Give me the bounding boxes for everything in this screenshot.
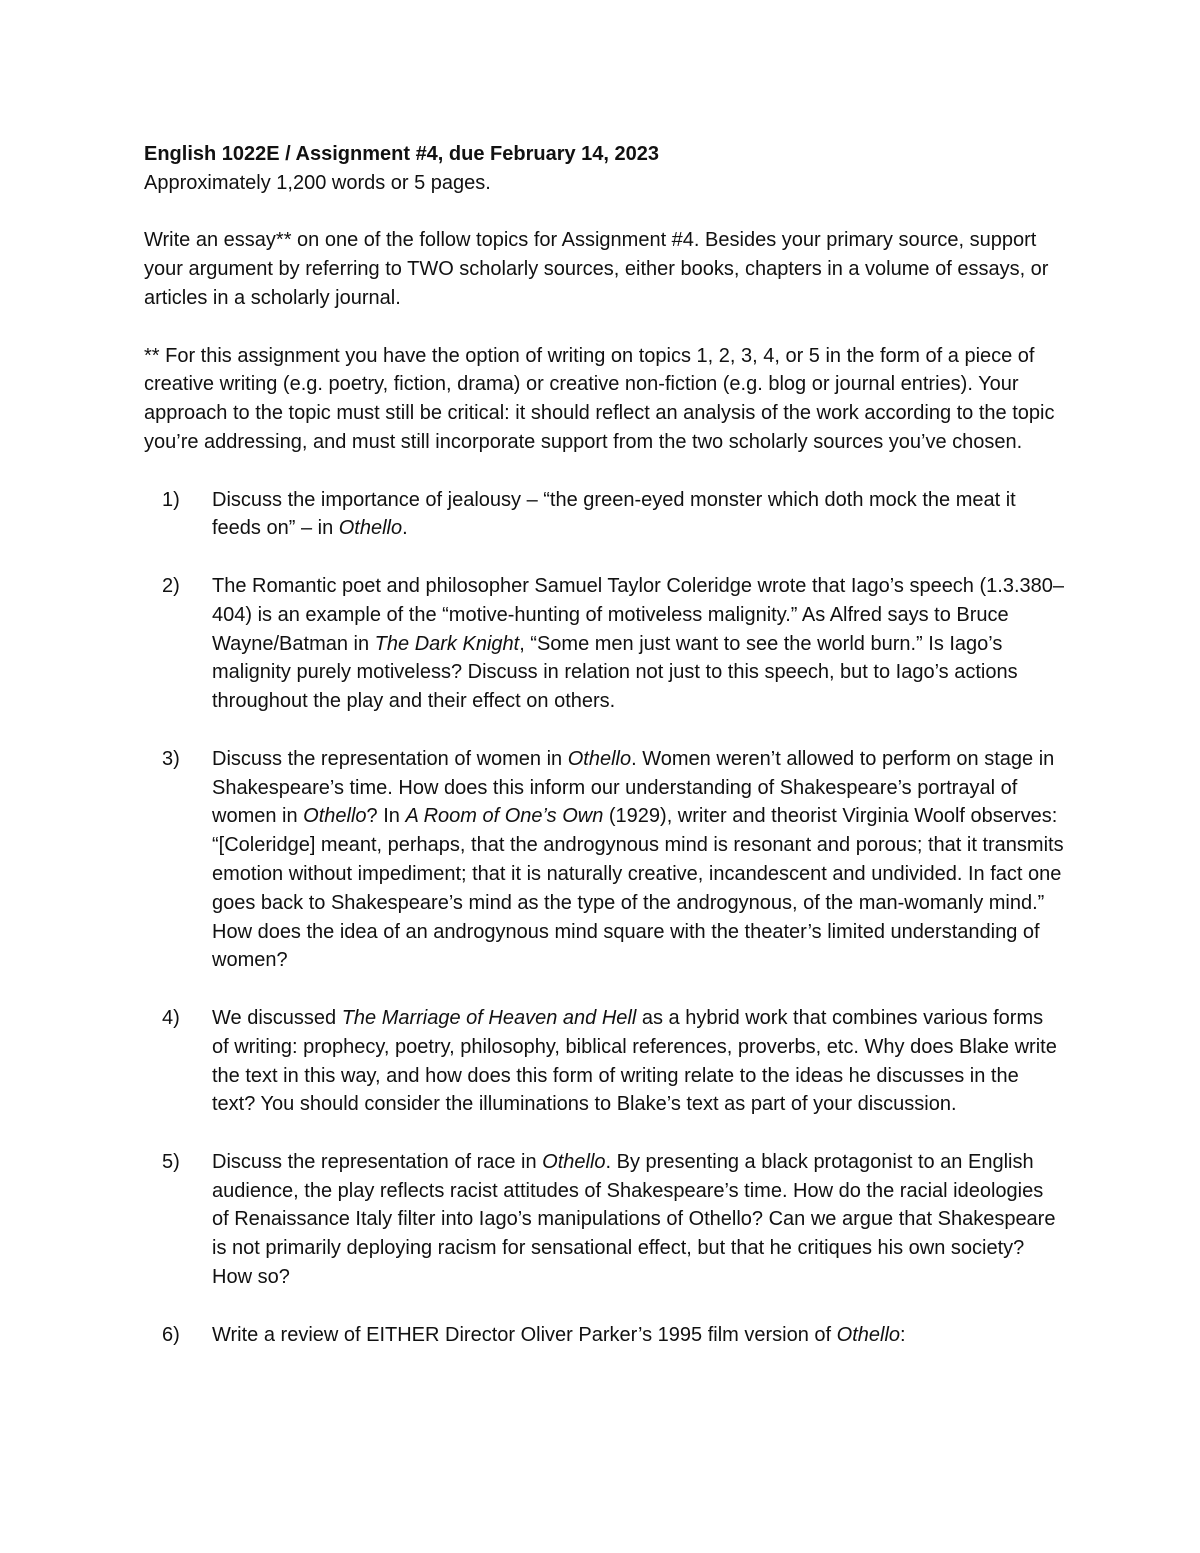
topic-text bbox=[212, 489, 1016, 540]
topic-item bbox=[144, 745, 1064, 975]
topic-text-segment: : bbox=[900, 1323, 906, 1346]
topic-text-segment: as a hybrid work that combines various forms of writing: prophecy, poetry, philosophy, biblical references, proverbs, etc. Why does Blake write the text in this way, and how does this form of writing relate to the ideas he discusses in the text? You should consider the illuminations to Blake’s text as part of your discussion. bbox=[212, 1006, 1057, 1116]
instructions-paragraph: Write an essay** on one of the follow topics for Assignment #4. Besides your primary source, support your argument by referring to TWO scholarly sources, either books, chapters in a volume of essays, or articles in a scholarly journal. bbox=[144, 229, 1049, 309]
topic-text-segment: . bbox=[402, 517, 408, 540]
topic-text-segment: , “Some men just want to see the world burn.” Is Iago’s malignity purely motiveless? Discuss in relation not just to this speech, but to Iago’s actions throughout the play and their effect on others. bbox=[212, 632, 1018, 713]
work-title-italic: Othello bbox=[567, 747, 632, 770]
topic-item bbox=[144, 1148, 1064, 1292]
topic-text-segment: (1929), writer and theorist Virginia Woolf observes: “[Coleridge] meant, perhaps, that the androgynous mind is resonant and porous; that it transmits emotion without impediment; that it is naturally creative, incandescent and undivided. In fact one goes back to Shakespeare’s mind as the type of the androgynous, of the man-womanly mind.” How does the idea of an androgynous mind square with the theater’s limited understanding of women? bbox=[212, 805, 1064, 972]
assignment-title: English 1022E / Assignment #4, due February 14, 2023 bbox=[144, 143, 660, 165]
topic-number: 6) bbox=[162, 1323, 180, 1346]
topic-text-segment: Discuss the representation of race in bbox=[212, 1150, 543, 1173]
document-page bbox=[144, 140, 1064, 1378]
topic-number: 3) bbox=[162, 747, 180, 770]
topic-item bbox=[144, 1004, 1064, 1119]
topic-text-segment: . Women weren’t allowed to perform on stage in Shakespeare’s time. How does this inform our understanding of Shakespeare’s portrayal of women in bbox=[212, 747, 1055, 828]
topic-number: 4) bbox=[162, 1006, 180, 1029]
topic-text bbox=[212, 1324, 906, 1346]
topic-text-segment: We discussed bbox=[212, 1006, 342, 1029]
work-title-italic: Othello bbox=[303, 805, 367, 828]
work-title-italic: Othello bbox=[338, 517, 403, 540]
work-title-italic: Othello bbox=[542, 1150, 606, 1173]
length-requirement: Approximately 1,200 words or 5 pages. bbox=[144, 171, 491, 194]
work-title-italic: Othello bbox=[836, 1323, 901, 1346]
topic-text-segment: The Romantic poet and philosopher Samuel Taylor Coleridge wrote that Iago’s speech (1.3.380–404) is an example of the “motive-hunting of motiveless malignity.” As Alfred says to Bruce Wayne/Batman in bbox=[212, 574, 1065, 655]
creative-option-note: ** For this assignment you have the option of writing on topics 1, 2, 3, 4, or 5 in the form of a piece of creative writing (e.g. poetry, fiction, drama) or creative non-fiction (e.g. blog or journal entries). Your approach to the topic must still be critical: it should reflect an analysis of the work according to the topic you’re addressing, and must still incorporate support from the two scholarly sources you’ve chosen. bbox=[144, 344, 1055, 453]
work-title-italic: The Dark Knight bbox=[374, 632, 520, 655]
topic-item bbox=[144, 1321, 1064, 1350]
topic-item bbox=[144, 486, 1064, 544]
topic-text-segment: Write a review of EITHER Director Oliver Parker’s 1995 film version of bbox=[212, 1323, 837, 1346]
topic-text bbox=[212, 1007, 1057, 1115]
topic-number: 5) bbox=[162, 1150, 180, 1173]
topic-text-segment: . By presenting a black protagonist to an English audience, the play reflects racist attitudes of Shakespeare’s time. How do the racial ideologies of Renaissance Italy filter into Iago’s manipulations of Othello? Can we argue that Shakespeare is not primarily deploying racism for sensational effect, but that he critiques his own society? How so? bbox=[212, 1150, 1056, 1289]
topic-text-segment: ? In bbox=[366, 805, 406, 828]
topic-text bbox=[212, 575, 1064, 712]
topic-number: 2) bbox=[162, 574, 180, 597]
work-title-italic: A Room of One’s Own bbox=[405, 805, 604, 828]
topic-text-segment: Discuss the representation of women in bbox=[212, 747, 568, 770]
topic-number: 1) bbox=[162, 488, 180, 511]
topic-list bbox=[144, 486, 1064, 1350]
topic-text bbox=[212, 1151, 1055, 1288]
topic-item bbox=[144, 572, 1064, 716]
topic-text bbox=[212, 748, 1064, 972]
topic-text-segment: Discuss the importance of jealousy – “the green-eyed monster which doth mock the meat it feeds on” – in bbox=[212, 488, 1016, 540]
work-title-italic: The Marriage of Heaven and Hell bbox=[341, 1006, 637, 1029]
